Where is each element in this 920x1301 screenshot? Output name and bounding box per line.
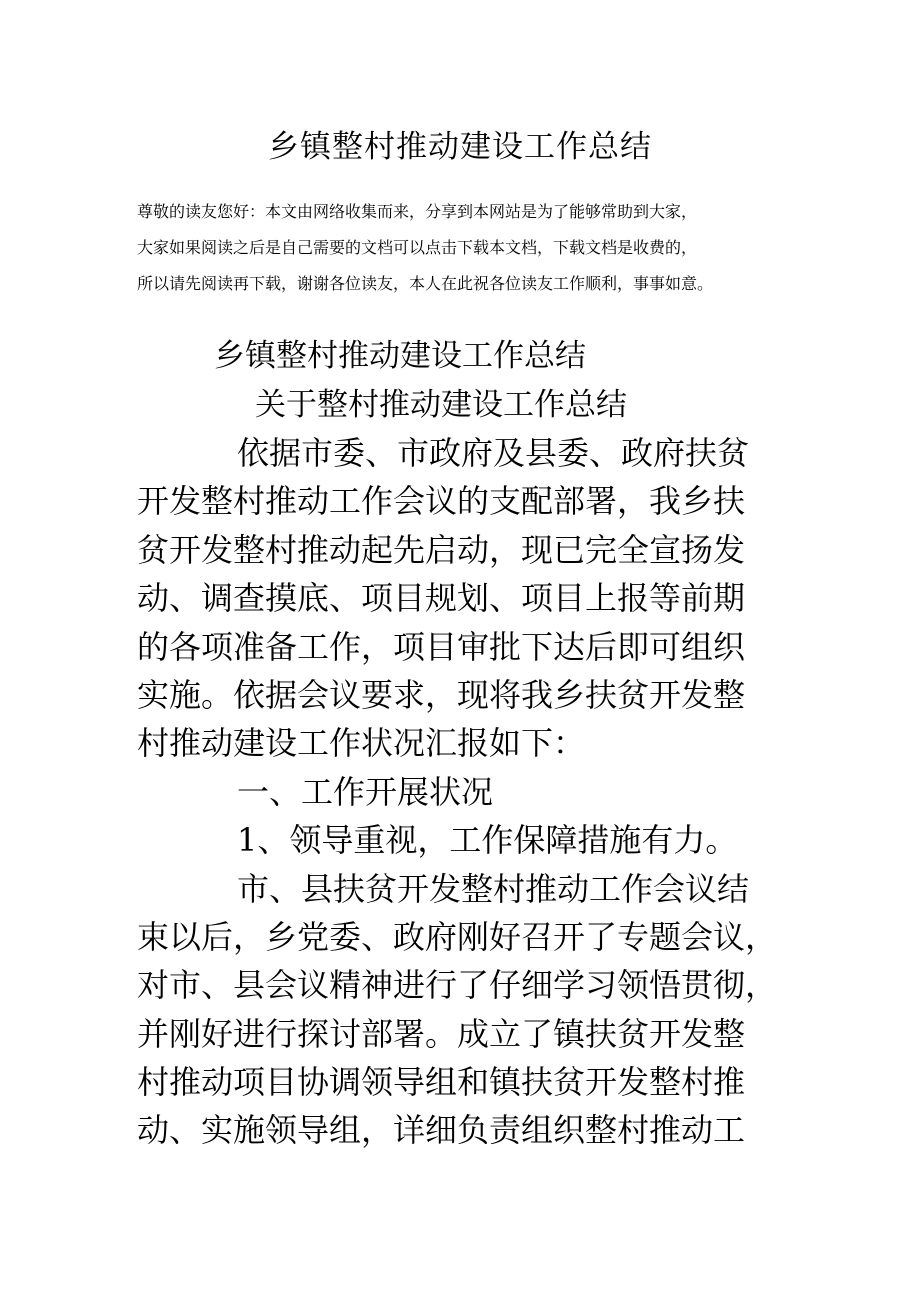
notice-line: 所以请先阅读再下载，谢谢各位读友，本人在此祝各位读友工作顺利，事事如意。	[137, 274, 714, 293]
body-line: 市、县扶贫开发整村推动工作会议结	[237, 869, 750, 908]
body-line: 的各项准备工作，项目审批下达后即可组织	[137, 627, 746, 666]
notice-line: 大家如果阅读之后是自己需要的文档可以点击下载本文档，下载文档是收费的，	[137, 238, 698, 257]
reader-notice	[137, 194, 797, 302]
article-body	[137, 429, 797, 1155]
body-line: 动、调查摸底、项目规划、项目上报等前期	[137, 579, 746, 618]
article-subheading: 关于整村推动建设工作总结	[255, 387, 627, 423]
subsection-heading: 1、领导重视，工作保障措施有力。	[237, 821, 738, 860]
body-line: 贫开发整村推动起先启动，现已完全宣扬发	[137, 530, 746, 569]
body-line: 村推动建设工作状况汇报如下：	[137, 724, 586, 763]
article-heading: 乡镇整村推动建设工作总结	[214, 338, 586, 374]
document-title: 乡镇整村推动建设工作总结	[268, 129, 652, 165]
body-line: 动、实施领导组，详细负责组织整村推动工	[137, 1111, 746, 1150]
body-line: 实施。依据会议要求，现将我乡扶贫开发整	[137, 675, 746, 714]
section-heading: 一、工作开展状况	[237, 772, 494, 811]
body-line: 束以后，乡党委、政府刚好召开了专题会议，	[137, 917, 778, 956]
body-line: 村推动项目协调领导组和镇扶贫开发整村推	[137, 1063, 746, 1102]
body-line: 依据市委、市政府及县委、政府扶贫	[237, 434, 750, 472]
body-line: 并刚好进行探讨部署。成立了镇扶贫开发整	[137, 1014, 746, 1053]
body-line: 对市、县会议精神进行了仔细学习领悟贯彻，	[137, 966, 778, 1005]
notice-line: 尊敬的读友您好：本文由网络收集而来，分享到本网站是为了能够常助到大家，	[137, 202, 698, 221]
body-line: 开发整村推动工作会议的支配部署，我乡扶	[137, 482, 746, 521]
